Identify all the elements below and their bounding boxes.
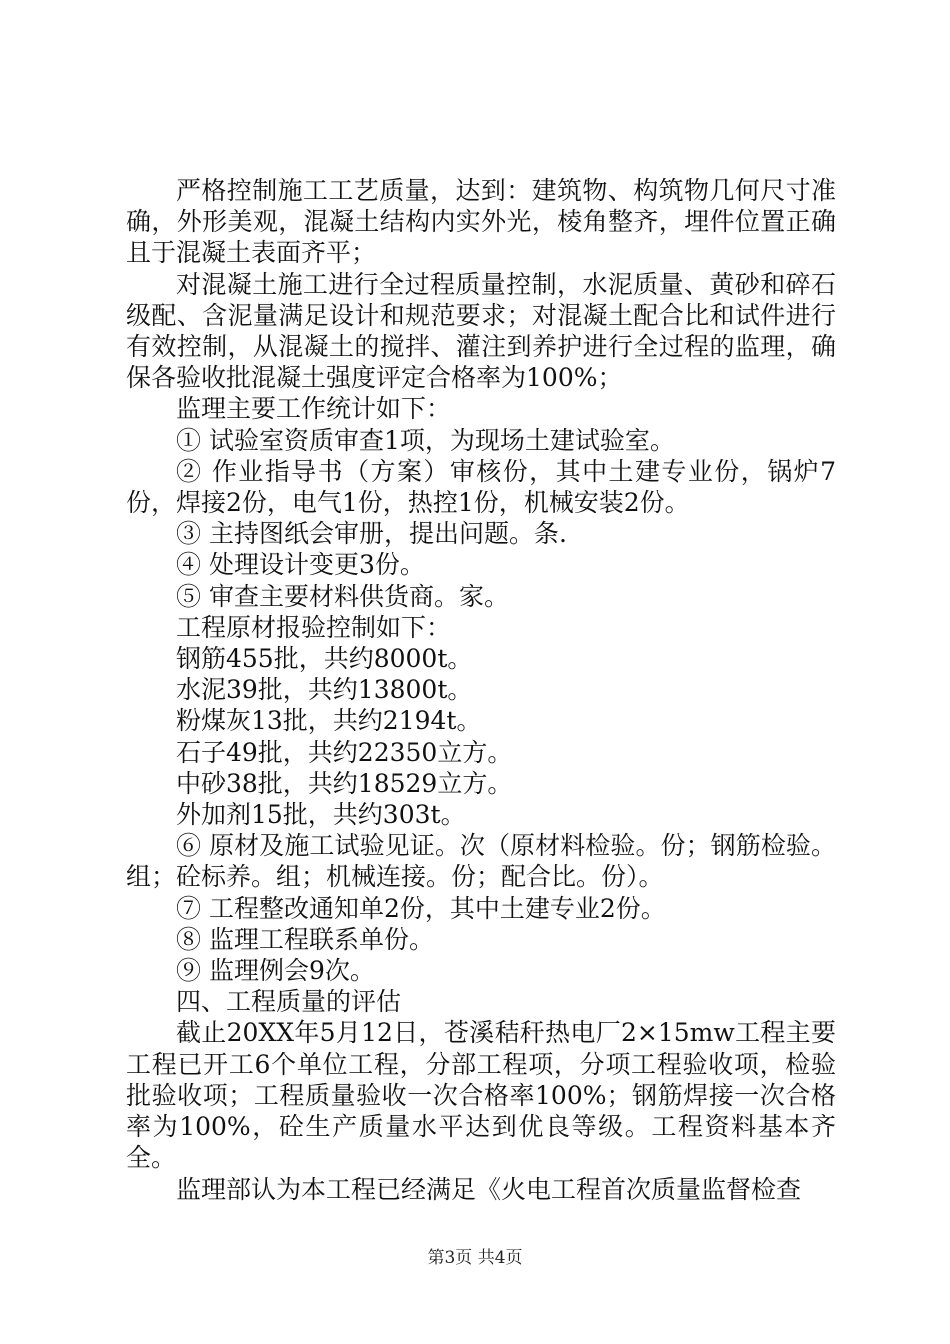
list-item: ① 试验室资质审查1项，为现场土建试验室。 — [176, 425, 675, 455]
paragraph-work-stats-heading: 监理主要工作统计如下： — [176, 394, 452, 424]
material-item: 钢筋455批，共约8000t。 — [176, 644, 473, 674]
material-item: 外加剂15批，共约303t。 — [176, 800, 466, 830]
document-body — [126, 175, 836, 1205]
list-item: ⑤ 审查主要材料供货商。家。 — [176, 581, 509, 611]
section-heading: 四、工程质量的评估 — [176, 987, 402, 1017]
list-item: ④ 处理设计变更3份。 — [176, 550, 425, 580]
list-item: ② 作业指导书（方案）审核份，其中土建专业份，锅炉7份，焊接2份，电气1份，热控1份，机械安装2份。 — [126, 456, 836, 518]
list-item: ⑨ 监理例会9次。 — [176, 956, 375, 986]
paragraph-concrete-control: 对混凝土施工进行全过程质量控制，水泥质量、黄砂和碎石级配、含泥量满足设计和规范要求；对混凝土配合比和试件进行有效控制，从混凝土的搅拌、灌注到养护进行全过程的监理，确保各验收批混凝土强度评定合格率为100%； — [126, 269, 836, 393]
page-footer: 第3页 共4页 — [427, 1248, 523, 1268]
paragraph-conclusion: 监理部认为本工程已经满足《火电工程首次质量监督检查 — [176, 1174, 802, 1204]
paragraph-quality-assessment: 截止20XX年5月12日，苍溪秸秆热电厂2×15mw工程主要工程已开工6个单位工程，分部工程项，分项工程验收项，检验批验收项；工程质量验收一次合格率100%；钢筋焊接一次合格率为100%，砼生产质量水平达到优良等级。工程资料基本齐全。 — [126, 1018, 836, 1173]
material-item: 中砂38批，共约18529立方。 — [176, 768, 513, 798]
list-item: ③ 主持图纸会审册，提出问题。条. — [176, 519, 567, 549]
material-item: 水泥39批，共约13800t。 — [176, 675, 473, 705]
material-item: 粉煤灰13批，共约2194t。 — [176, 706, 482, 736]
list-item: ⑦ 工程整改通知单2份，其中土建专业2份。 — [176, 893, 666, 923]
material-item: 石子49批，共约22350立方。 — [176, 737, 513, 767]
list-item: ⑥ 原材及施工试验见证。次（原材料检验。份；钢筋检验。组；砼标养。组；机械连接。份；配合比。份）。 — [126, 831, 836, 892]
list-item: ⑧ 监理工程联系单份。 — [176, 924, 434, 954]
paragraph-material-heading: 工程原材报验控制如下： — [176, 612, 452, 642]
paragraph-craft-quality: 严格控制施工工艺质量，达到：建筑物、构筑物几何尺寸准确，外形美观，混凝土结构内实外光，棱角整齐，埋件位置正确且于混凝土表面齐平； — [126, 176, 836, 268]
